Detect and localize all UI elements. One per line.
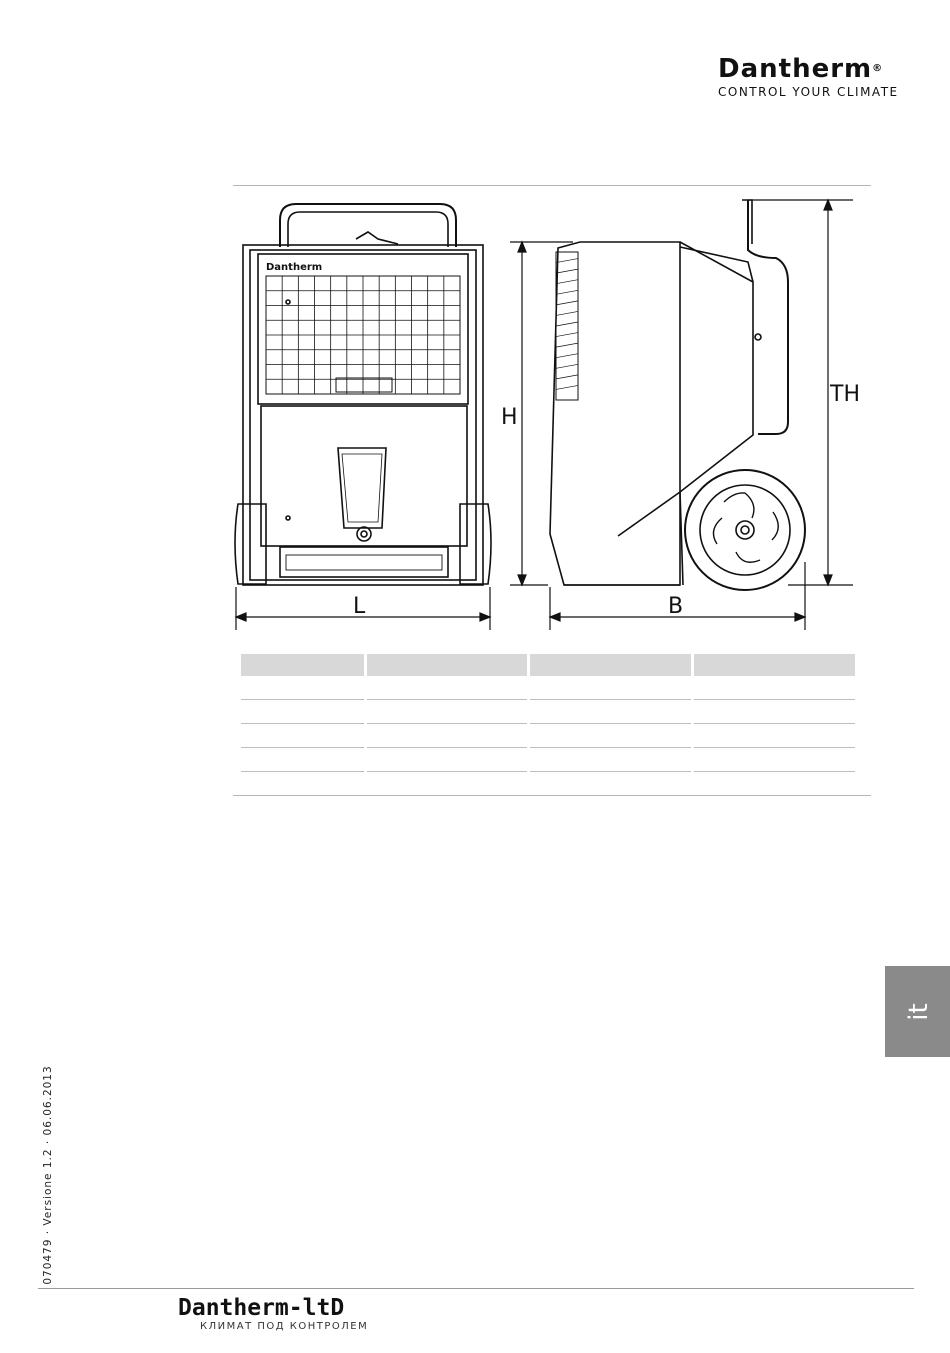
table-cell	[367, 750, 528, 772]
table-header-row	[241, 654, 855, 676]
table-cell	[530, 678, 691, 700]
table-cell	[241, 750, 364, 772]
dimension-table	[238, 652, 858, 774]
table-header-cell	[694, 654, 855, 676]
bottom-divider	[233, 795, 871, 796]
table-header-cell	[241, 654, 364, 676]
table-header-cell	[530, 654, 691, 676]
table-cell	[241, 726, 364, 748]
language-tab-label: it	[903, 1002, 934, 1021]
footer-tagline: КЛИМАТ ПОД КОНТРОЛЕМ	[200, 1321, 369, 1332]
table-row	[241, 726, 855, 748]
front-tank	[261, 406, 467, 546]
table-cell	[241, 678, 364, 700]
footer-brand-name: Dantherm-ltD	[178, 1295, 345, 1321]
table-cell	[694, 702, 855, 724]
dimension-drawing	[228, 192, 878, 642]
table-row	[241, 702, 855, 724]
table-cell	[530, 726, 691, 748]
table-cell	[530, 702, 691, 724]
top-divider	[233, 185, 871, 186]
side-handle	[748, 200, 788, 434]
table-cell	[530, 750, 691, 772]
table-cell	[694, 678, 855, 700]
dehumidifier-drawing-svg	[228, 192, 878, 642]
dimension-label-width: B	[668, 594, 684, 619]
front-logo: Dantherm	[266, 262, 323, 273]
dimension-label-length: L	[353, 594, 366, 619]
footer-divider	[38, 1288, 914, 1289]
table-header-cell	[367, 654, 528, 676]
brand-name: Dantherm®	[718, 54, 884, 84]
dimension-lines	[236, 200, 853, 630]
header-logo	[718, 55, 918, 99]
table-row	[241, 750, 855, 772]
table-cell	[367, 726, 528, 748]
table-cell	[241, 702, 364, 724]
table-cell	[367, 702, 528, 724]
dimension-label-height: H	[501, 405, 518, 430]
front-handle	[280, 204, 456, 247]
table-cell	[694, 726, 855, 748]
dimension-label-total-height: TH	[830, 382, 860, 407]
side-grille	[556, 252, 578, 400]
table-cell	[367, 678, 528, 700]
side-body	[550, 242, 680, 585]
language-tab[interactable]	[883, 966, 950, 1057]
brand-tagline: CONTROL YOUR CLIMATE	[718, 85, 899, 99]
table-cell	[694, 750, 855, 772]
footer-logo	[178, 1295, 398, 1332]
table-row	[241, 678, 855, 700]
document-id: 070479 · Versione 1.2 · 06.06.2013	[42, 1065, 54, 1285]
side-wheel	[685, 470, 805, 590]
